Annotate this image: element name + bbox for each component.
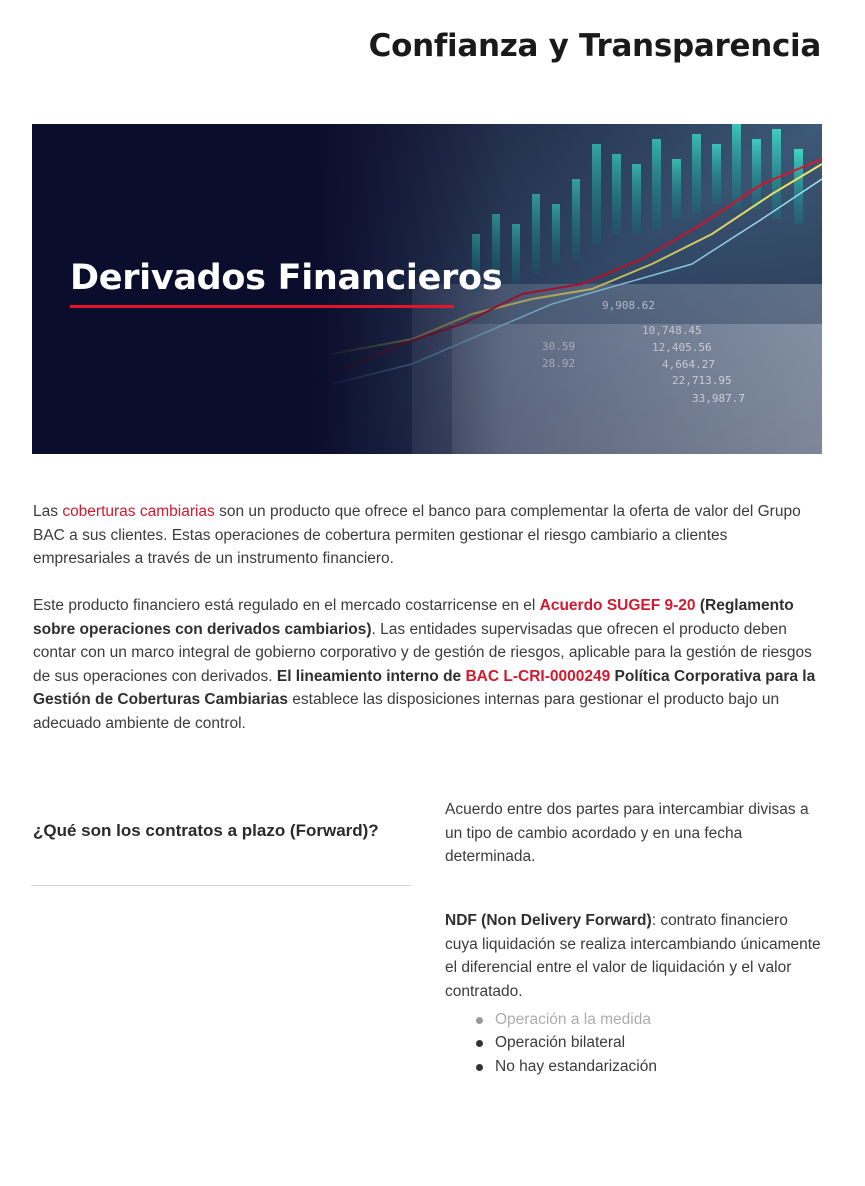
hero-title: Derivados Financieros bbox=[70, 258, 503, 298]
coberturas-link[interactable]: coberturas cambiarias bbox=[62, 503, 215, 520]
ndf-features-list bbox=[470, 1011, 810, 1078]
intro-paragraph-1: Las coberturas cambiarias son un producto que ofrece el banco para complementar la oferta de valor del Grupo BAC a sus clientes. Estas operaciones de cobertura permiten gestionar el riesgo cambiario a clientes empresariales a través de un instrumento financiero. bbox=[33, 503, 801, 567]
intro-paragraph-2: Este producto financiero está regulado en el mercado costarricense en el Acuerdo SUGEF 9-20 (Reglamento sobre operaciones con derivados cambiarios). Las entidades supervisadas que ofrecen el producto deben contar con un marco integral de gobierno corporativo y de gestión de riesgos, aplicable para la gestión de riesgos de sus operaciones con derivados. El lineamiento interno de BAC L-CRI-0000249 Política Corporativa para la Gestión de Coberturas Cambiarias establece las disposiciones internas para gestionar el producto bajo un adecuado ambiente de control. bbox=[33, 597, 816, 732]
faq-answer-forward: Acuerdo entre dos partes para intercambiar divisas a un tipo de cambio acordado y en una fecha determinada. bbox=[445, 801, 809, 865]
list-item: Operación a la medida bbox=[470, 1020, 810, 1031]
faq-answer-ndf: NDF (Non Delivery Forward): contrato financiero cuya liquidación se realiza intercambiando únicamente el diferencial entre el valor de liquidación y el valor contratado. bbox=[445, 912, 821, 1000]
page-title: Confianza y Transparencia bbox=[368, 28, 821, 64]
hero-title-underline bbox=[70, 305, 454, 308]
faq-divider bbox=[31, 885, 411, 886]
list-item: Operación bilateral bbox=[470, 1031, 810, 1055]
faq-question-forward[interactable]: ¿Qué son los contratos a plazo (Forward)? bbox=[33, 821, 379, 840]
hero-banner bbox=[32, 124, 822, 454]
lineamiento-link[interactable]: BAC L-CRI-0000249 bbox=[465, 667, 611, 685]
list-item: No hay estandarización bbox=[470, 1055, 810, 1079]
sugef-link[interactable]: Acuerdo SUGEF 9-20 bbox=[539, 597, 696, 614]
